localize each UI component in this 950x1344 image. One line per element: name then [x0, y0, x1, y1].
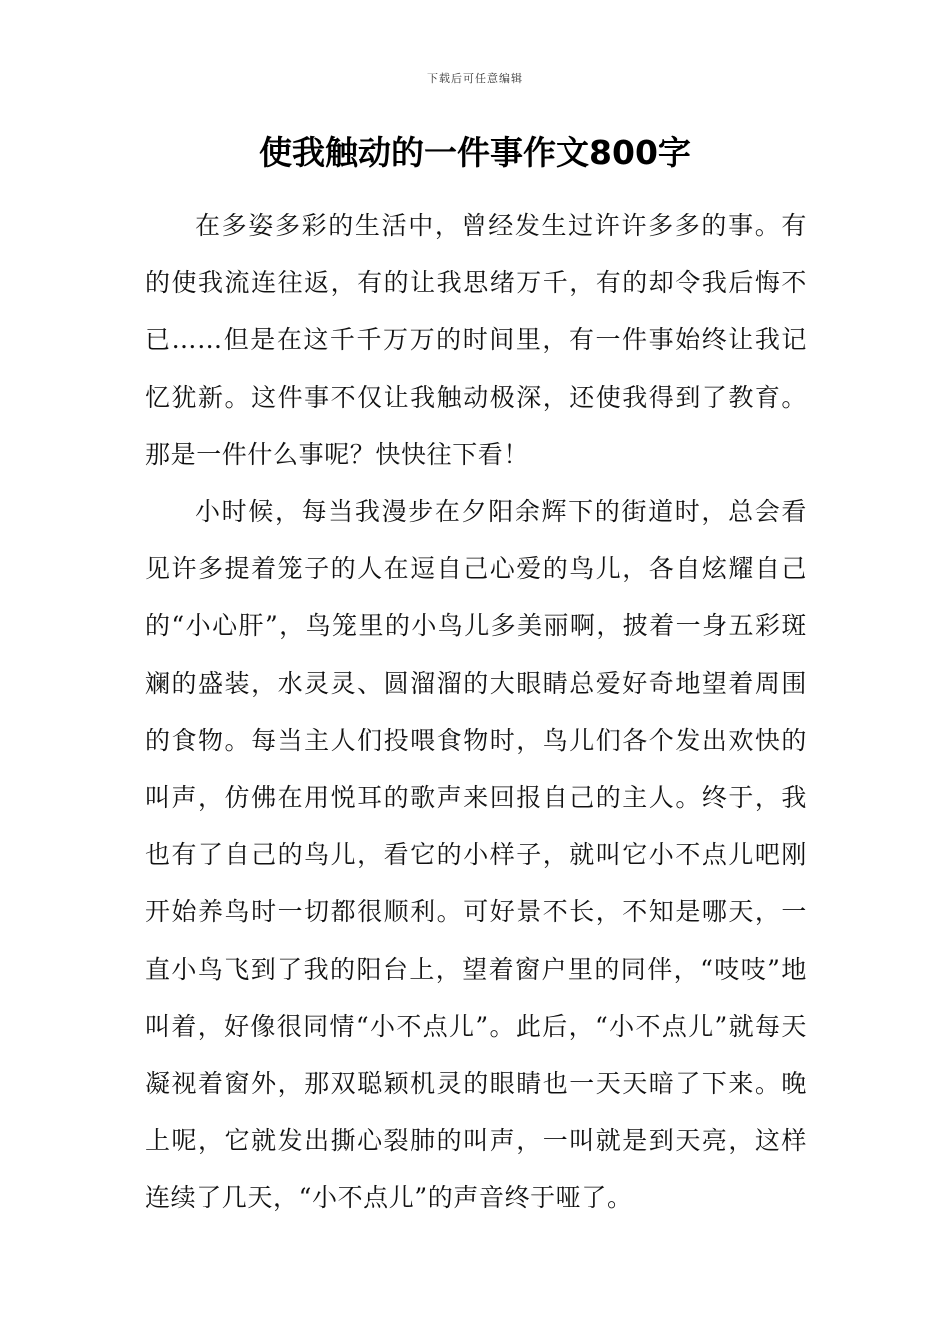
paragraph: 在多姿多彩的生活中，曾经发生过许许多多的事。有的使我流连往返，有的让我思绪万千，有的却令我后悔不已……但是在这千千万万的时间里，有一件事始终让我记忆犹新。这件事不仅让我触动极深，还使我得到了教育。那是一件什么事呢？快快往下看！	[145, 211, 807, 469]
paragraph: 小时候，每当我漫步在夕阳余辉下的街道时，总会看见许多提着笼子的人在逗自己心爱的鸟儿，各自炫耀自己的“小心肝”，鸟笼里的小鸟儿多美丽啊，披着一身五彩斑斓的盛装，水灵灵、圆溜溜的大眼睛总爱好奇地望着周围的食物。每当主人们投喂食物时，鸟儿们各个发出欢快的叫声，仿佛在用悦耳的歌声来回报自己的主人。终于，我也有了自己的鸟儿，看它的小样子，就叫它小不点儿吧刚开始养鸟时一切都很顺利。可好景不长，不知是哪天，一直小鸟飞到了我的阳台上，望着窗户里的同伴，“吱吱”地叫着，好像很同情“小不点儿”。此后，“小不点儿”就每天凝视着窗外，那双聪颖机灵的眼睛也一天天暗了下来。晚上呢，它就发出撕心裂肺的叫声，一叫就是到天亮，这样连续了几天，“小不点儿”的声音终于哑了。	[145, 497, 807, 1213]
header-note: 下载后可任意编辑	[427, 72, 523, 85]
essay-body	[145, 197, 807, 1227]
page-title: 使我触动的一件事作文800字	[259, 133, 691, 172]
